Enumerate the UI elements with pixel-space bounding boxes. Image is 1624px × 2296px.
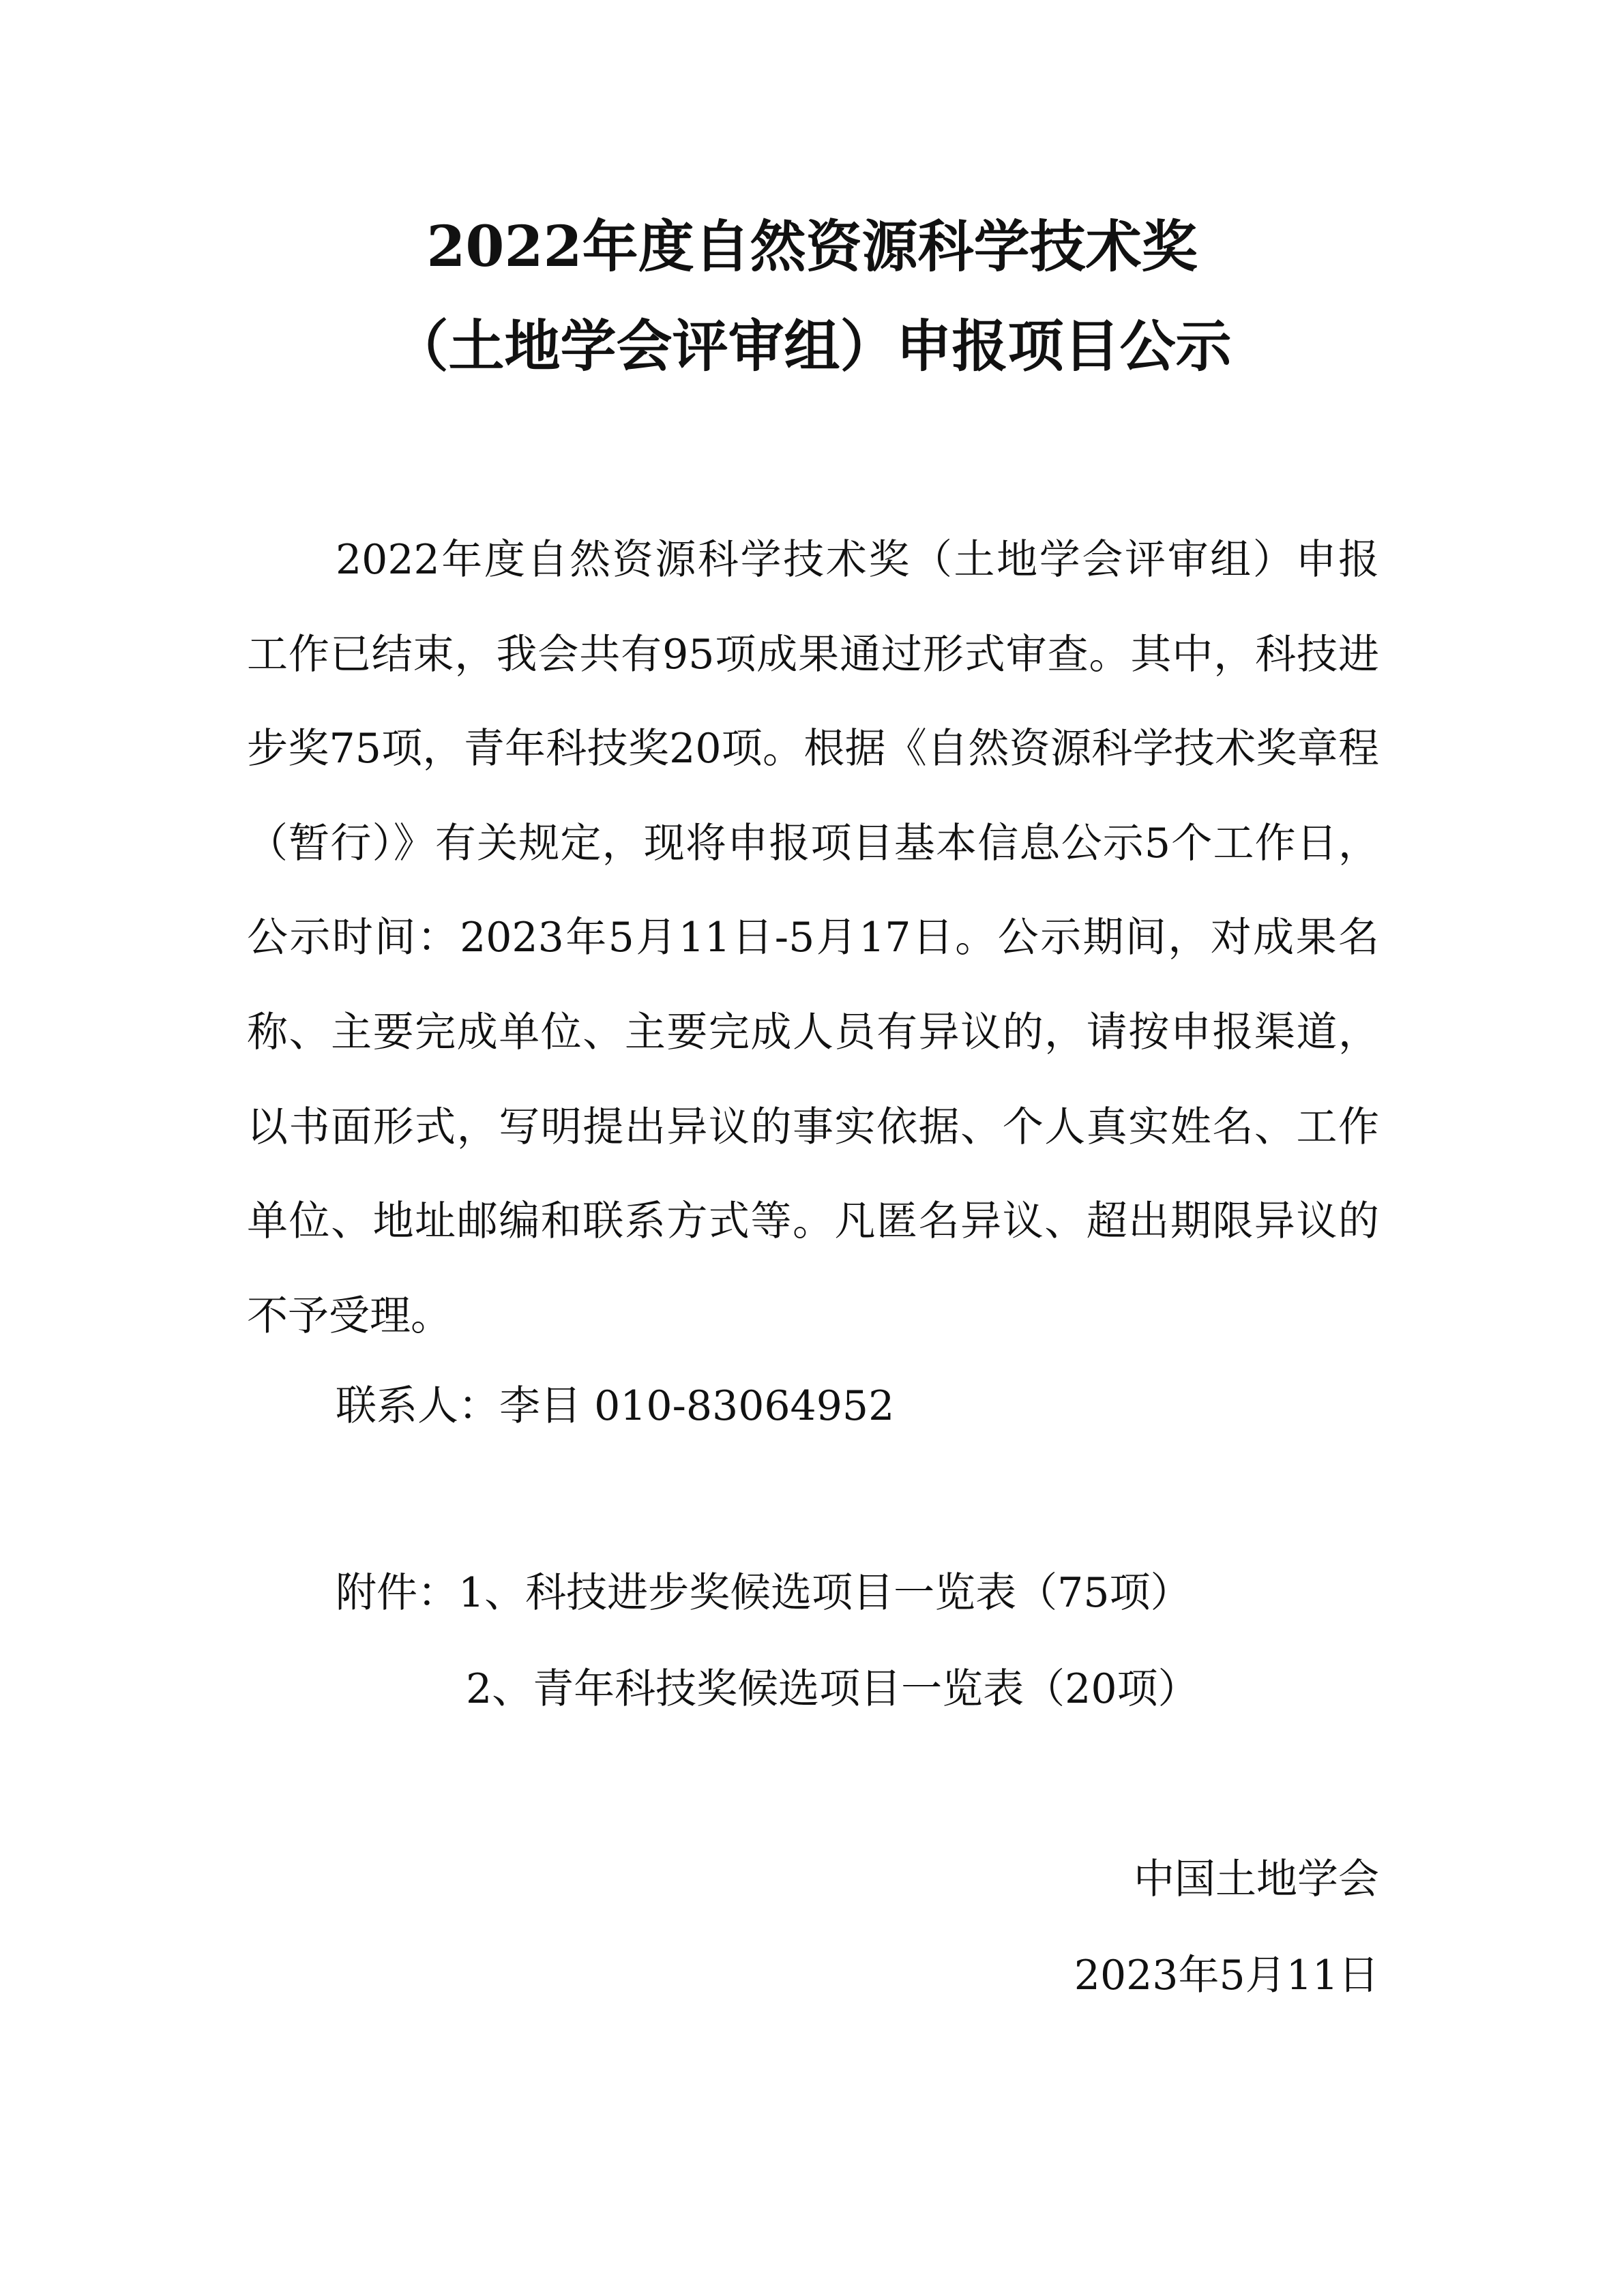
contact-line: 联系人：李目 010-83064952 [336, 1382, 895, 1430]
attachment-item-2: 2、青年科技奖候选项目一览表（20项） [466, 1665, 1199, 1713]
signer-organization: 中国土地学会 [1134, 1855, 1379, 1903]
body-paragraph: 2022年度自然资源科学技术奖（土地学会评审组）申报工作已结束，我会共有95项成果通过形式审查。其中，科技进步奖75项，青年科技奖20项。根据《自然资源科学技术奖章程（暂行）》有关规定，现将申报项目基本信息公示5个工作日，公示时间：2023年5月11日-5月17日。公示期间，对成果名称、主要完成单位、主要完成人员有异议的，请按申报渠道，以书面形式，写明提出异议的事实依据、个人真实姓名、工作单位、地址邮编和联系方式等。凡匿名异议、超出期限异议的不予受理。 [247, 536, 1379, 1340]
document-title-line-1: 2022年度自然资源科学技术奖 [426, 214, 1198, 280]
attachment-item-1: 附件：1、科技进步奖候选项目一览表（75项） [336, 1569, 1192, 1617]
signature-date: 2023年5月11日 [1074, 1952, 1379, 1999]
document-title-line-2: （土地学会评审组）申报项目公示 [392, 314, 1232, 379]
